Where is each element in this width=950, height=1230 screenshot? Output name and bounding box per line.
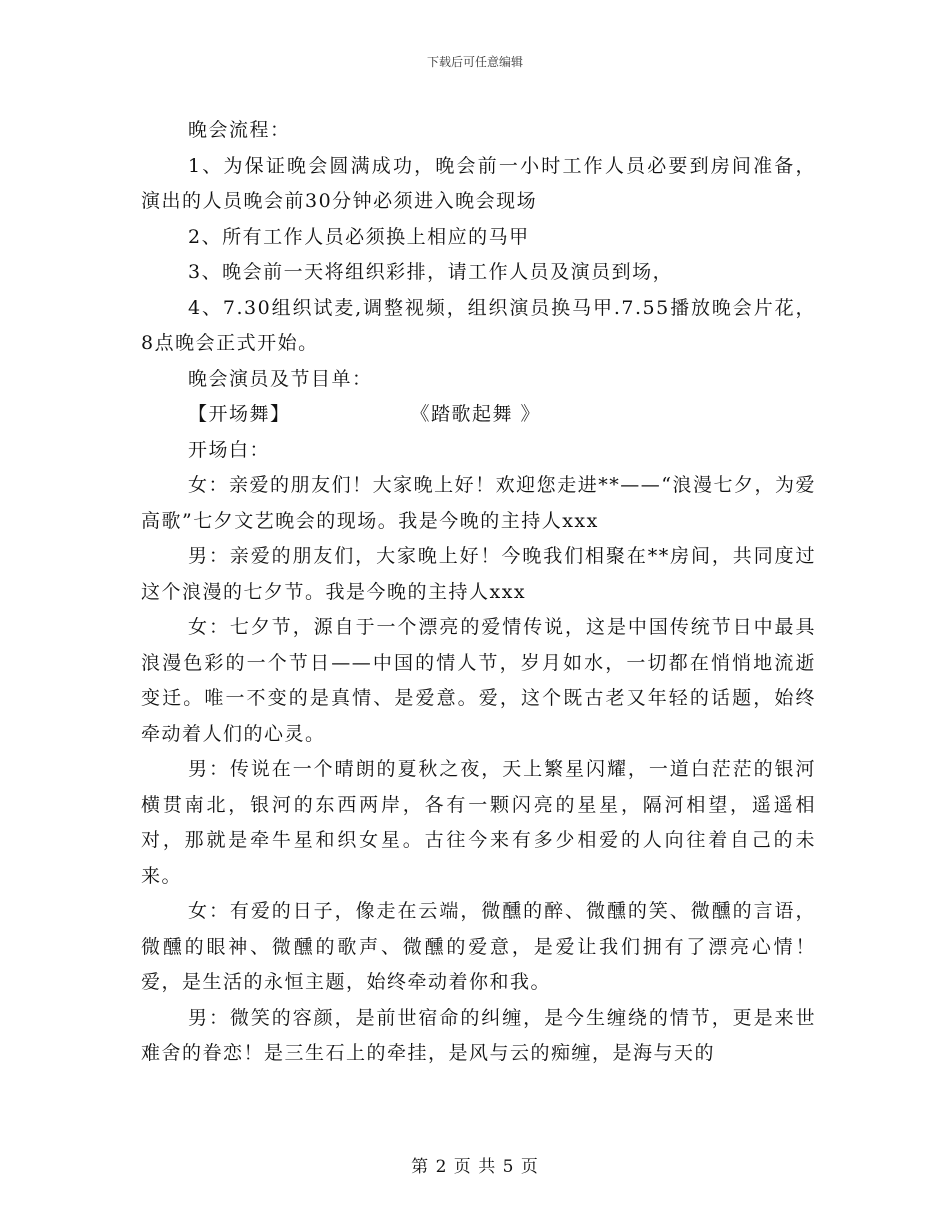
- page-header-note: 下载后可任意编辑: [426, 55, 523, 69]
- paragraph-item-1: 1、为保证晚会圆满成功，晚会前一小时工作人员必要到房间准备，演出的人员晚会前30分钟必须进入晚会现场: [141, 154, 816, 212]
- paragraph-item-2: 2、所有工作人员必须换上相应的马甲: [188, 225, 530, 248]
- paragraph-female-host-3: 女：有爱的日子，像走在云端，微醺的醉、微醺的笑、微醺的言语，微醺的眼神、微醺的歌声、微醺的爱意，是爱让我们拥有了漂亮心情！爱，是生活的永恒主题，始终牵动着你和我。: [141, 900, 816, 993]
- paragraph-item-4: 4、7.30组织试麦,调整视频，组织演员换马甲.7.55播放晚会片花，8点晚会正式开始。: [141, 296, 816, 354]
- paragraph-opening-heading: 开场白：: [188, 438, 271, 461]
- paragraph-male-host-3: 男：微笑的容颜，是前世宿命的纠缠，是今生缠绕的情节，更是来世难舍的眷恋！是三生石上的牵挂，是风与云的痴缠，是海与天的: [141, 1006, 816, 1064]
- program-title: 《踏歌起舞 》: [410, 403, 542, 425]
- paragraph-female-host-2: 女：七夕节，源自于一个漂亮的爱情传说，这是中国传统节日中最具浪漫色彩的一个节日——中国的情人节，岁月如水，一切都在悄悄地流逝变迁。唯一不变的是真情、是爱意。爱，这个既古老又年轻的话题，始终牵动着人们的心灵。: [141, 616, 816, 745]
- page-footer-number: 第 2 页 共 5 页: [411, 1157, 539, 1177]
- program-row: [141, 397, 816, 433]
- paragraph-male-host-1: 男：亲爱的朋友们，大家晚上好！今晚我们相聚在**房间，共同度过这个浪漫的七夕节。我是今晚的主持人xxx: [141, 545, 816, 603]
- paragraph-program-heading: 晚会流程：: [188, 119, 291, 141]
- paragraph-male-host-2: 男：传说在一个晴朗的夏秋之夜，天上繁星闪耀，一道白茫茫的银河横贯南北，银河的东西两岸，各有一颗闪亮的星星，隔河相望，遥遥相对，那就是牵牛星和织女星。古往今来有多少相爱的人向往着自己的未来。: [141, 758, 816, 887]
- document-body: [141, 113, 816, 1072]
- paragraph-performer-list-heading: 晚会演员及节目单：: [188, 367, 373, 390]
- paragraph-item-3: 3、晚会前一天将组织彩排，请工作人员及演员到场，: [188, 261, 674, 283]
- program-label: 【开场舞】: [188, 403, 291, 425]
- paragraph-female-host-1: 女：亲爱的朋友们！大家晚上好！欢迎您走进**——“浪漫七夕，为爱高歌”七夕文艺晚会的现场。我是今晚的主持人xxx: [141, 474, 816, 532]
